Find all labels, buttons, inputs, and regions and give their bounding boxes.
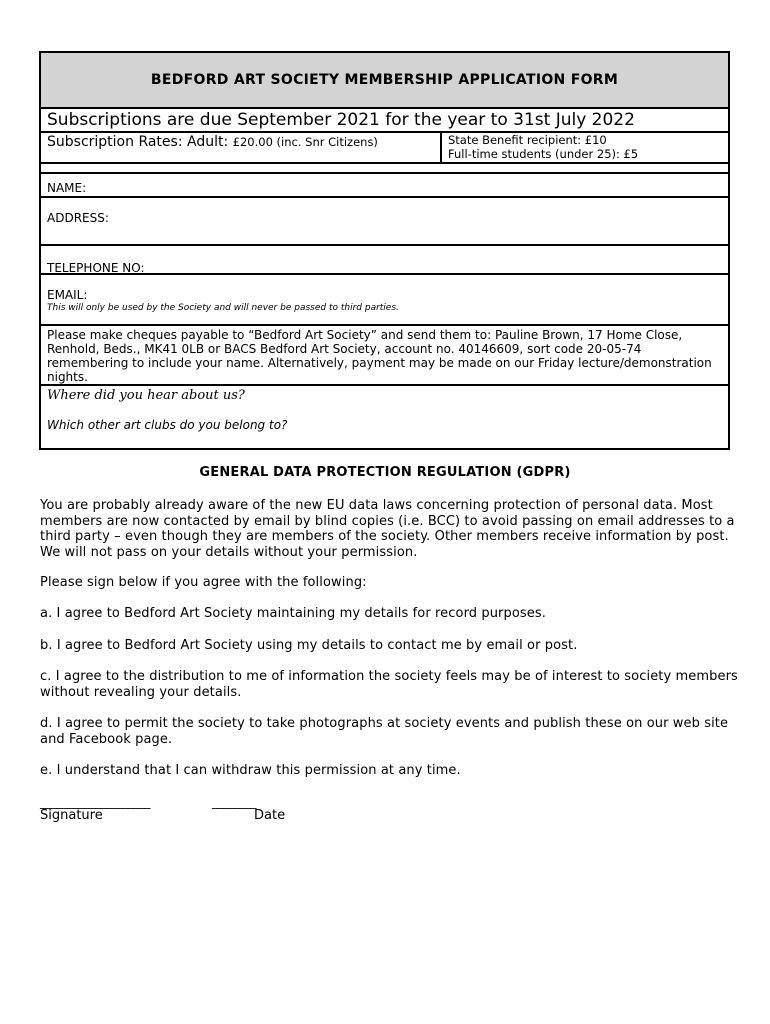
signature-label: Signature bbox=[40, 808, 103, 823]
subscriptions-due: Subscriptions are due September 2021 for the year to 31st July 2022 bbox=[41, 107, 728, 131]
payment-instructions: Please make cheques payable to “Bedford Art Society” and send them to: Pauline Brown, 17 Home Close, Renhold, Beds., MK41 0LB or BACS Bedford Art Society, account no. 40146609, sort code 20-05-74 remembering to include your name. Alternatively, payment may be made on our Friday lecture/demonstration nights. bbox=[41, 324, 728, 384]
question-hear-about-us: Where did you hear about us? bbox=[47, 388, 245, 403]
gdpr-sign-prompt: Please sign below if you agree with the following: bbox=[40, 575, 367, 590]
email-field[interactable] bbox=[41, 273, 728, 324]
question-other-clubs: Which other art clubs do you belong to? bbox=[47, 418, 288, 432]
gdpr-item-e: e. I understand that I can withdraw this permission at any time. bbox=[40, 763, 461, 778]
gdpr-item-b: b. I agree to Bedford Art Society using my details to contact me by email or post. bbox=[40, 638, 578, 653]
name-label: NAME: bbox=[47, 181, 87, 195]
rates-other-cell bbox=[442, 133, 728, 162]
membership-form bbox=[39, 51, 730, 450]
telephone-label: TELEPHONE NO: bbox=[47, 261, 145, 275]
rates-adult-cell bbox=[41, 133, 442, 162]
date-line[interactable]: ________ bbox=[212, 795, 256, 809]
spacer-row bbox=[41, 162, 728, 172]
rates-students: Full-time students (under 25): £5 bbox=[448, 147, 639, 161]
questions-field[interactable] bbox=[41, 384, 728, 448]
subscription-rates bbox=[41, 131, 728, 162]
email-note: This will only be used by the Society and will never be passed to third parties. bbox=[47, 303, 399, 313]
date-label: Date bbox=[254, 808, 286, 823]
rates-benefit: State Benefit recipient: £10 bbox=[448, 133, 607, 147]
telephone-field[interactable] bbox=[41, 244, 728, 273]
gdpr-intro: You are probably already aware of the new EU data laws concerning protection of personal data. Most members are now contacted by email by blind copies (i.e. BCC) to avoid passing on email addresses to a third party – even though they are members of the society. Other members receive information by post. We will not pass on your details without your permission. bbox=[40, 498, 735, 560]
rates-label: Subscription Rates: Adult: bbox=[47, 134, 233, 150]
gdpr-item-d: d. I agree to permit the society to take photographs at society events and publish these on our web site and Facebook page. bbox=[40, 716, 729, 747]
email-label: EMAIL: bbox=[47, 288, 88, 302]
gdpr-item-c: c. I agree to the distribution to me of information the society feels may be of interest to society members without revealing your details. bbox=[40, 669, 738, 700]
gdpr-title: GENERAL DATA PROTECTION REGULATION (GDPR) bbox=[199, 465, 571, 480]
address-label: ADDRESS: bbox=[47, 211, 109, 225]
address-field[interactable] bbox=[41, 196, 728, 244]
form-title: BEDFORD ART SOCIETY MEMBERSHIP APPLICATION FORM bbox=[41, 53, 728, 107]
name-field[interactable] bbox=[41, 172, 728, 196]
rates-adult: £20.00 (inc. Snr Citizens) bbox=[232, 135, 378, 149]
gdpr-item-a: a. I agree to Bedford Art Society maintaining my details for record purposes. bbox=[40, 606, 546, 621]
signature-line[interactable]: ____________________ bbox=[40, 795, 150, 809]
